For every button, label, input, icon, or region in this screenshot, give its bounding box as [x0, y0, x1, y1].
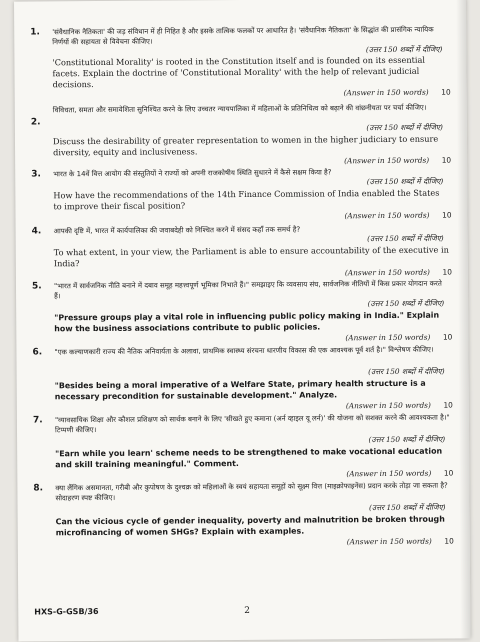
marks: 10 — [444, 536, 454, 546]
question-text-english: "Pressure groups play a vital role in influencing public policy making in India." Explain how the business associations contribute to public policies. — [54, 310, 440, 334]
question-text-english: 'Constitutional Morality' is rooted in the Constitution itself and is founded on its essential facets. Explain the doctrine of 'Constitutional Morality' with the help of relevant judicial decisions. — [52, 54, 426, 90]
marks: 10 — [443, 400, 453, 410]
marks: 10 — [442, 267, 452, 277]
question-text-hindi: विविधता, समता और समावेशिता सुनिश्चित करने के लिए उच्चतर न्यायपालिका में महिलाओं के प्रतिनिधित्व को बढ़ाने की वांछनीयता पर चर्चा कीजिए। — [52, 103, 427, 115]
question-number: 1. — [30, 27, 40, 38]
word-limit-english: (Answer in 150 words) — [346, 468, 432, 479]
marks: 10 — [443, 468, 454, 478]
question-text-english: How have the recommendations of the 14th Finance Commission of India enabled the States to improve their fiscal position? — [53, 187, 440, 212]
question-3 — [31, 167, 452, 221]
question-7 — [32, 413, 454, 479]
word-limit-english: (Answer in 150 words) — [344, 210, 430, 221]
marks: 10 — [441, 155, 452, 165]
question-number: 7. — [32, 415, 43, 426]
word-limit-hindi: (उत्तर 150 शब्दों में दीजिए) — [366, 176, 444, 187]
word-limit-english: (Answer in 150 words) — [344, 267, 430, 278]
question-text-hindi: "भारत में सार्वजनिक नीति बनाने में दबाव समूह महत्त्वपूर्ण भूमिका निभाते हैं।" समझाइए कि व्यवसाय संघ, सार्वजनिक नीतियों में किस प्रकार योगदान करते हैं। — [53, 279, 442, 301]
word-limit-hindi: (उत्तर 150 शब्दों में दीजिए) — [368, 434, 446, 445]
question-text-english: Discuss the desirability of greater representation to women in the higher judiciary to ensure diversity, equity and inclusiveness. — [52, 133, 439, 158]
word-limit-english: (Answer in 150 words) — [345, 332, 431, 343]
question-number: 6. — [32, 347, 43, 358]
word-limit-english: (Answer in 150 words) — [343, 87, 429, 98]
question-text-hindi: भारत के 14वें वित्त आयोग की संस्तुतियों ने राज्यों को अपनी राजकोषीय स्थिति सुधारने में कैसे सक्षम किया है? — [53, 168, 332, 179]
page-edge-shadow — [456, 0, 470, 638]
word-limit-hindi: (उत्तर 150 शब्दों में दीजिए) — [367, 233, 444, 244]
question-2 — [30, 103, 452, 166]
marks: 10 — [442, 210, 452, 220]
word-limit-english: (Answer in 150 words) — [345, 400, 431, 411]
question-1 — [30, 25, 451, 98]
question-number: 3. — [31, 169, 41, 180]
question-5 — [31, 279, 453, 343]
question-text-hindi: "एक कल्याणकारी राज्य की नैतिक अनिवार्यता के अलावा, प्राथमिक स्वास्थ्य संरचना धारणीय विकास की एक आवश्यक पूर्व शर्त है।" विश्लेषण कीजिए। — [54, 345, 434, 357]
question-8 — [33, 481, 454, 547]
question-text-hindi: 'संवैधानिक नैतिकता' की जड़ संविधान में ही निहित है और इसके तात्विक फलकों पर आधारित है। 'संवैधानिक नैतिकता' के सिद्धांत की प्रासंगिक न्यायिक निर्णयों की सहायता से विवेचना कीजिए। — [52, 25, 434, 47]
page-number: 2 — [244, 605, 251, 616]
question-number: 4. — [31, 226, 42, 237]
question-text-english: "Earn while you learn' scheme needs to be strengthened to make vocational education and skill training meaningful." Comment. — [55, 446, 443, 470]
marks: 10 — [441, 87, 451, 97]
question-text-english: Can the vicious cycle of gender inequality, poverty and malnutrition be broken through microfinancing of women SHGs? Explain with examples. — [55, 514, 445, 538]
paper-code: HXS-G-GSB/36 — [34, 607, 99, 617]
marks: 10 — [442, 332, 453, 342]
question-text-english: "Besides being a moral imperative of a Welfare State, primary health structure is a necessary precondition for sustainable development." Analyze. — [54, 378, 426, 402]
word-limit-hindi: (उत्तर 150 शब्दों में दीजिए) — [365, 44, 443, 55]
question-text-hindi: आपकी दृष्टि में, भारत में कार्यपालिका की जवाबदेही को निश्चित करने में संसद कहाँ तक समर्थ है? — [53, 225, 301, 236]
question-6 — [32, 345, 453, 411]
question-text-hindi: "व्यावसायिक शिक्षा और कौशल प्रशिक्षण को सार्थक बनाने के लिए 'सीखते हुए कमाना (अर्न व्हाइल यू लर्न)' की योजना को सशक्त करने की आवश्यकता है।" टिप्पणी कीजिए। — [54, 413, 450, 435]
question-text-english: To what extent, in your view, the Parliament is able to ensure accountability of the executive in India? — [53, 244, 449, 269]
word-limit-hindi: (उत्तर 150 शब्दों में दीजिए) — [368, 502, 446, 513]
word-limit-hindi: (उत्तर 150 शब्दों में दीजिए) — [367, 298, 445, 309]
question-number: 5. — [31, 281, 42, 292]
question-text-hindi: क्या लैंगिक असमानता, गरीबी और कुपोषण के दुश्चक्र को महिलाओं के स्वयं सहायता समूहों को सूक्ष्म वित्त (माइक्रोफाइनेंस) प्रदान करके तोड़ा जा सकता है? सोदाहरण स्पष्ट कीजिए। — [55, 481, 448, 503]
question-number: 2. — [30, 117, 41, 128]
question-4 — [31, 224, 452, 278]
word-limit-hindi: (उत्तर 150 शब्दों में दीजिए) — [366, 122, 443, 133]
exam-page — [14, 0, 470, 642]
question-number: 8. — [33, 483, 44, 494]
word-limit-hindi: (उत्तर 150 शब्दों में दीजिए) — [368, 366, 445, 377]
word-limit-english: (Answer in 150 words) — [346, 536, 432, 547]
word-limit-english: (Answer in 150 words) — [344, 155, 430, 166]
